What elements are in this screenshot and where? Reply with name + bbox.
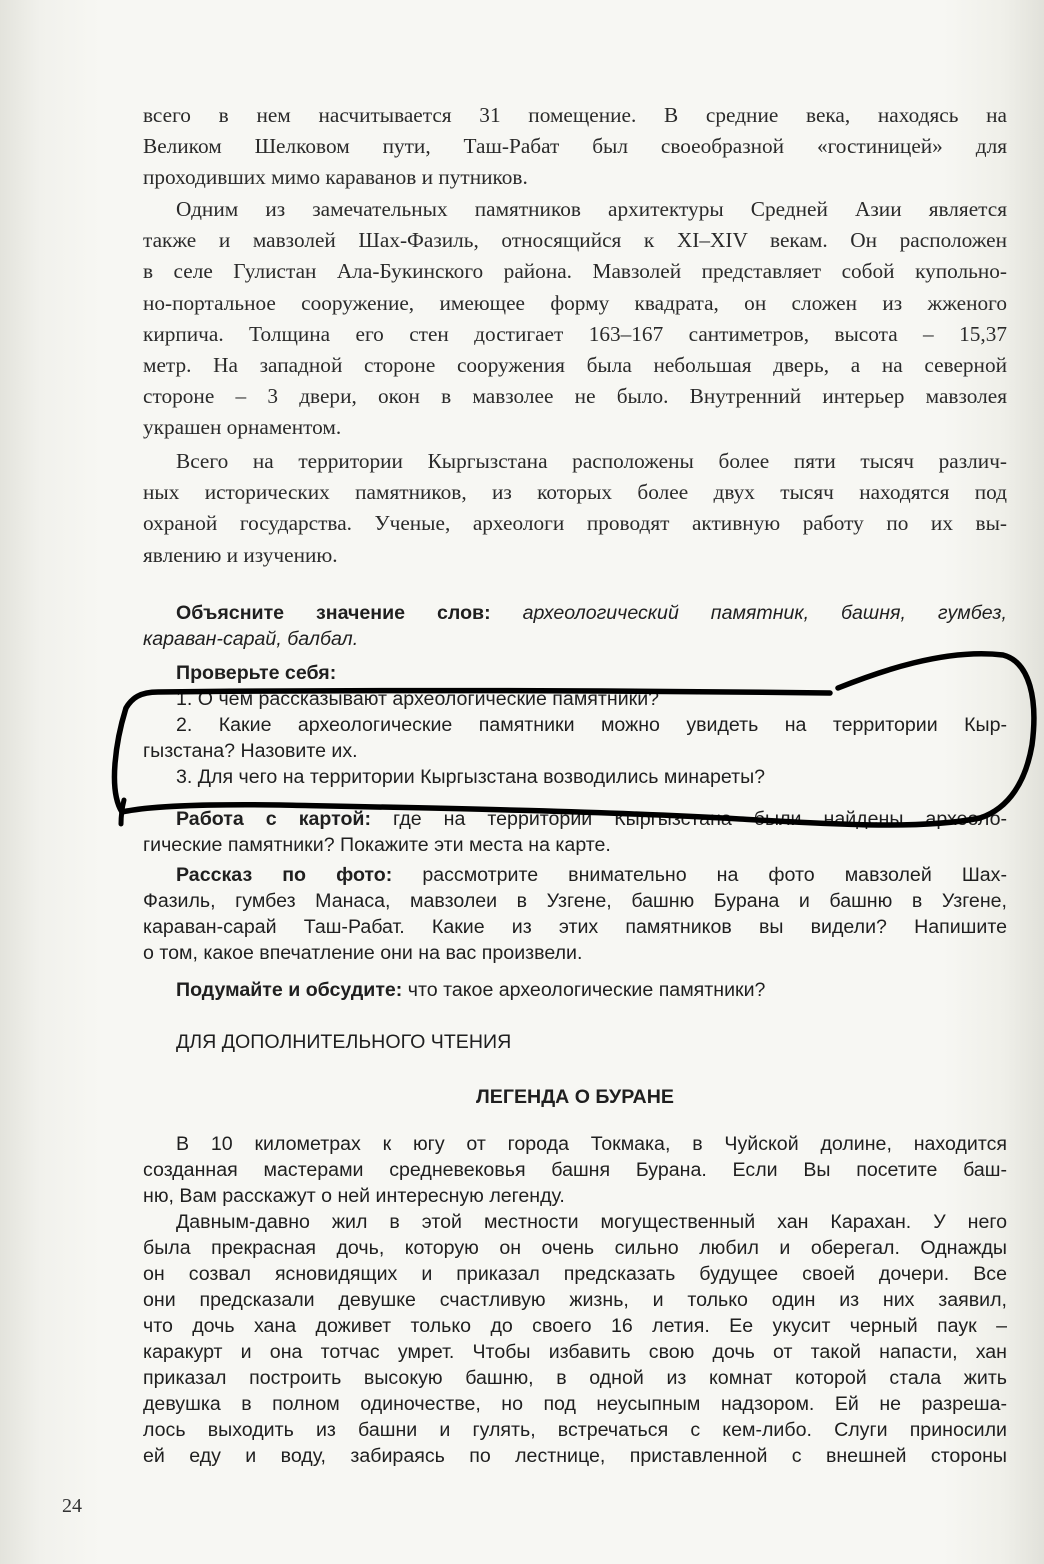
- text-line: Одним из замечательных памятников архитектуры Средней Азии является: [176, 197, 1007, 221]
- paragraph-tash-rabat: [143, 100, 1007, 194]
- text-line: что дочь хана доживет только до своего 16 летия. Ее укусит черный паук –: [143, 1315, 1007, 1337]
- task-label: Работа с картой:: [176, 808, 372, 830]
- section-heading: ДЛЯ ДОПОЛНИТЕЛЬНОГО ЧТЕНИЯ: [176, 1031, 512, 1053]
- text-line: созданная мастерами средневековья башня Бурана. Если Вы посетите баш-: [143, 1159, 1007, 1181]
- text-line: но-портальное сооружение, имеющее форму квадрата, он сложен из жженого: [143, 290, 1007, 315]
- task-text: Фазиль, гумбез Манаса, мавзолеи в Узгене, башню Бурана и башню в Узгене,: [143, 890, 1007, 912]
- text-line: девушка в полном одиночестве, но под неусыпным надзором. Ей не разреша-: [143, 1393, 1007, 1415]
- legend-paragraph-1: [143, 1131, 1007, 1209]
- task-text: караван-сарай, балбал.: [143, 628, 359, 650]
- text-line: Давным-давно жил в этой местности могущественный хан Карахан. У него: [176, 1211, 1007, 1233]
- legend-title: ЛЕГЕНДА О БУРАНЕ: [476, 1086, 674, 1108]
- text-line: кирпича. Толщина его стен достигает 163–167 сантиметров, высота – 15,37: [143, 321, 1007, 346]
- task-text: караван-сарай Таш-Рабат. Какие из этих памятников вы видели? Напишите: [143, 916, 1007, 938]
- question-3: 3. Для чего на территории Кыргызстана возводились минареты?: [176, 766, 766, 788]
- paragraph-monuments: [143, 446, 1007, 571]
- task-text: что такое археологические памятники?: [407, 979, 766, 1001]
- text-line: ей еду и воду, забираясь по лестнице, приставленной с внешней стороны: [143, 1445, 1007, 1467]
- text-line: [143, 600, 1007, 626]
- text-line: лось выходить из башни и гулять, встречаться с кем-либо. Слуги приносили: [143, 1419, 1007, 1441]
- text-line: ных исторических памятников, из которых более двух тысяч находятся под: [143, 480, 1007, 505]
- page-number: 24: [62, 1495, 82, 1517]
- text-line: метр. На западной стороне сооружения была небольшая дверь, а на северной: [143, 353, 1007, 378]
- task-text: археологический памятник, башня, гумбез,: [522, 602, 1007, 624]
- text-line: ню, Вам расскажут о ней интересную легенду.: [143, 1185, 565, 1207]
- task-text: где на территории Кыргызстана были найдены археоло-: [393, 808, 1008, 830]
- task-text: о том, какое впечатление они на вас произвели.: [143, 942, 583, 964]
- text-line: украшен орнаментом.: [143, 415, 342, 440]
- task-label: Рассказ по фото:: [176, 864, 393, 886]
- task-check-yourself: [143, 660, 1007, 790]
- text-line: он созвал ясновидящих и приказал предсказать будущее своей дочери. Все: [143, 1263, 1007, 1285]
- task-label: Проверьте себя:: [176, 662, 337, 684]
- text-line: Великом Шелковом пути, Таш-Рабат был своеобразной «гостиницей» для: [143, 134, 1007, 159]
- text-line: стороне – 3 двери, окон в мавзолее не было. Внутренний интерьер мавзолея: [143, 384, 1007, 409]
- task-label: Подумайте и обсудите:: [176, 979, 403, 1001]
- task-text: гические памятники? Покажите эти места на карте.: [143, 834, 611, 856]
- question-1: 1. О чем рассказывают археологические памятники?: [176, 688, 660, 710]
- text-line: явлению и изучению.: [143, 542, 338, 567]
- task-explain-words: [143, 600, 1007, 652]
- question-2-cont: гызстана? Назовите их.: [143, 740, 358, 762]
- text-line: приказал построить высокую башню, в одной из комнат которой стала жить: [143, 1367, 1007, 1389]
- text-line: каракурт и она тотчас умрет. Чтобы избавить свою дочь от такой напасти, хан: [143, 1341, 1007, 1363]
- text-line: они предсказали девушке счастливую жизнь, и только один из них заявил,: [143, 1289, 1007, 1311]
- task-map-work: [143, 806, 1007, 858]
- text-line: [143, 862, 1007, 888]
- text-line: в селе Гулистан Ала-Букинского района. Мавзолей представляет собой купольно-: [143, 259, 1007, 284]
- extra-reading-heading: [143, 1029, 1007, 1055]
- text-line: В 10 километрах к югу от города Токмака, в Чуйской долине, находится: [176, 1133, 1007, 1155]
- text-line: охраной государства. Ученые, археологи проводят активную работу по их вы-: [143, 511, 1007, 536]
- task-text: рассмотрите внимательно на фото мавзолей Шах-: [422, 864, 1007, 886]
- text-line: всего в нем насчитывается 31 помещение. В средние века, находясь на: [143, 103, 1007, 127]
- task-think-discuss: [143, 977, 1007, 1003]
- text-line: была прекрасная дочь, которую он очень сильно любил и оберегал. Однажды: [143, 1237, 1007, 1259]
- text-line: также и мавзолей Шах-Фазиль, относящийся к XI–XIV векам. Он расположен: [143, 228, 1007, 253]
- task-photo-story: [143, 862, 1007, 966]
- task-label: Объясните значение слов:: [176, 602, 491, 624]
- text-line: [143, 806, 1007, 832]
- legend-paragraph-2: [143, 1209, 1007, 1469]
- paragraph-shah-fazil: [143, 194, 1007, 444]
- text-line: [143, 977, 1007, 1003]
- text-line: Всего на территории Кыргызстана расположены более пяти тысяч различ-: [176, 449, 1007, 473]
- text-line: проходивших мимо караванов и путников.: [143, 165, 528, 190]
- question-2: 2. Какие археологические памятники можно увидеть на территории Кыр-: [176, 714, 1007, 736]
